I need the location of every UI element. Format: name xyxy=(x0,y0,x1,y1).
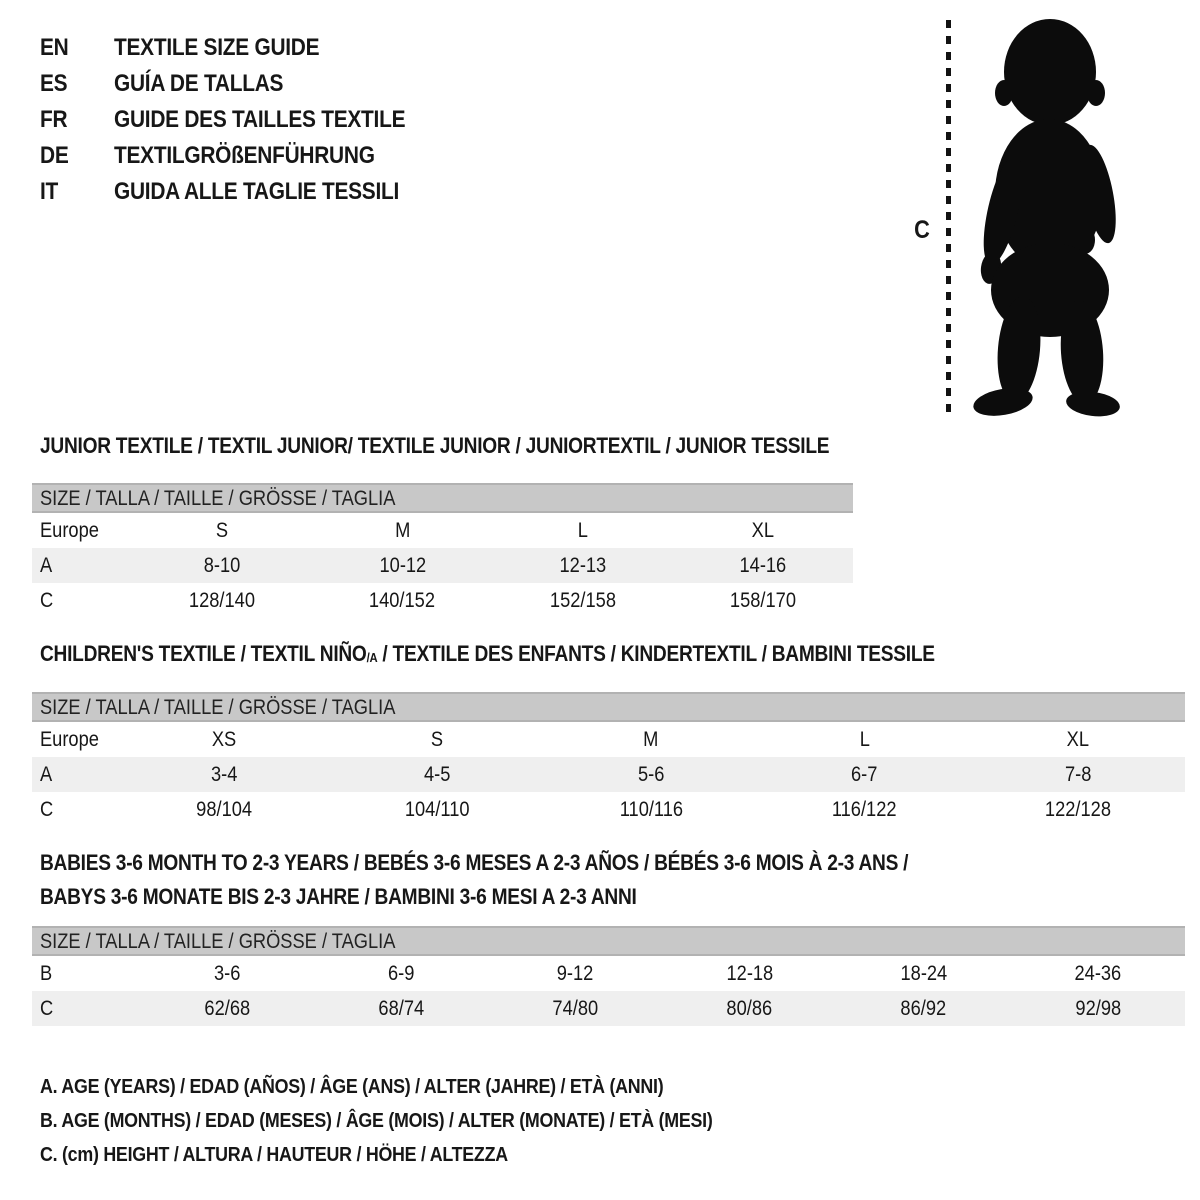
footnote-age-months: B. AGE (MONTHS) / EDAD (MESES) / ÂGE (MOIS) / ALTER (MONATE) / ETÀ (MESI) xyxy=(40,1109,713,1132)
lang-code: DE xyxy=(40,142,69,169)
size-cell: XS xyxy=(211,727,236,751)
height-cell: 152/158 xyxy=(549,588,616,612)
height-cell: 80/86 xyxy=(726,996,773,1020)
height-cell: 68/74 xyxy=(378,996,425,1020)
age-cell: 4-5 xyxy=(424,762,451,786)
months-cell: 24-36 xyxy=(1074,961,1122,985)
height-cell: 104/110 xyxy=(405,797,470,821)
months-cell: 9-12 xyxy=(557,961,594,985)
size-cell: L xyxy=(859,727,870,751)
lang-title: TEXTILE SIZE GUIDE xyxy=(114,34,320,61)
height-dashed-line-icon xyxy=(946,20,951,417)
size-header-bar: SIZE / TALLA / TAILLE / GRÖSSE / TAGLIA xyxy=(32,692,1185,722)
children-row-europe xyxy=(32,722,1185,757)
row-label: C xyxy=(40,797,54,821)
height-cell: 62/68 xyxy=(204,996,250,1020)
size-cell: S xyxy=(431,727,444,751)
age-cell: 8-10 xyxy=(203,553,241,577)
months-cell: 18-24 xyxy=(900,961,948,985)
lang-title: GUIDE DES TAILLES TEXTILE xyxy=(114,106,406,133)
size-cell: XL xyxy=(1066,727,1090,751)
height-cell: 158/170 xyxy=(729,588,796,612)
height-marker-label: C xyxy=(914,216,930,244)
lang-title: GUÍA DE TALLAS xyxy=(114,70,284,97)
size-cell: S xyxy=(216,518,229,542)
age-cell: 12-13 xyxy=(559,553,606,577)
age-cell: 3-4 xyxy=(210,762,237,786)
months-cell: 6-9 xyxy=(388,961,415,985)
lang-code: ES xyxy=(40,70,68,97)
junior-row-europe xyxy=(32,513,853,548)
height-cell: 128/140 xyxy=(189,588,256,612)
children-section-title: CHILDREN'S TEXTILE / TEXTIL NIÑO/A / TEXTILE DES ENFANTS / KINDERTEXTIL / BAMBINI TESSILE xyxy=(40,641,935,666)
footnote-height-cm: C. (cm) HEIGHT / ALTURA / HAUTEUR / HÖHE / ALTEZZA xyxy=(40,1143,508,1166)
row-label: Europe xyxy=(40,518,99,542)
lang-code: FR xyxy=(40,106,68,133)
babies-size-table xyxy=(32,926,1185,1026)
row-label: A xyxy=(40,762,53,786)
language-header xyxy=(40,30,449,210)
age-cell: 7-8 xyxy=(1064,762,1092,786)
age-cell: 10-12 xyxy=(379,553,426,577)
footnote-age-years: A. AGE (YEARS) / EDAD (AÑOS) / ÂGE (ANS) / ALTER (JAHRE) / ETÀ (ANNI) xyxy=(40,1075,664,1098)
size-header-bar: SIZE / TALLA / TAILLE / GRÖSSE / TAGLIA xyxy=(32,926,1185,956)
row-label: C xyxy=(40,996,54,1020)
babies-section-title-line1: BABIES 3-6 MONTH TO 2-3 YEARS / BEBÉS 3-6 MESES A 2-3 AÑOS / BÉBÉS 3-6 MOIS À 2-3 ANS / xyxy=(40,850,909,875)
lang-row-it xyxy=(40,174,449,210)
toddler-silhouette-icon xyxy=(953,12,1153,417)
lang-code: IT xyxy=(40,178,59,205)
height-cell: 92/98 xyxy=(1075,996,1121,1020)
age-cell: 6-7 xyxy=(851,762,878,786)
junior-row-height xyxy=(32,583,853,618)
height-cell: 140/152 xyxy=(369,588,436,612)
row-label: Europe xyxy=(40,727,99,751)
children-row-height xyxy=(32,792,1185,827)
size-cell: M xyxy=(394,518,410,542)
size-header-bar: SIZE / TALLA / TAILLE / GRÖSSE / TAGLIA xyxy=(32,483,853,513)
height-cell: 74/80 xyxy=(552,996,599,1020)
size-cell: M xyxy=(643,727,659,751)
lang-code: EN xyxy=(40,34,69,61)
size-cell: XL xyxy=(751,518,775,542)
lang-row-fr xyxy=(40,102,449,138)
size-cell: L xyxy=(577,518,588,542)
junior-size-table xyxy=(32,483,853,618)
lang-row-de xyxy=(40,138,449,174)
junior-row-age xyxy=(32,548,853,583)
row-label: B xyxy=(40,961,53,985)
nino-a-suffix: /A xyxy=(366,650,378,665)
babies-section-title-line2: BABYS 3-6 MONATE BIS 2-3 JAHRE / BAMBINI 3-6 MESI A 2-3 ANNI xyxy=(40,884,637,909)
height-cell: 122/128 xyxy=(1045,797,1112,821)
lang-row-en xyxy=(40,30,449,66)
babies-row-months xyxy=(32,956,1185,991)
height-cell: 86/92 xyxy=(900,996,947,1020)
lang-title: GUIDA ALLE TAGLIE TESSILI xyxy=(114,178,400,205)
row-label: C xyxy=(40,588,54,612)
months-cell: 3-6 xyxy=(213,961,241,985)
height-cell: 116/122 xyxy=(832,797,897,821)
age-cell: 14-16 xyxy=(739,553,787,577)
children-size-table xyxy=(32,692,1185,827)
height-cell: 110/116 xyxy=(619,797,683,821)
lang-row-es xyxy=(40,66,449,102)
children-row-age xyxy=(32,757,1185,792)
babies-row-height xyxy=(32,991,1185,1026)
row-label: A xyxy=(40,553,53,577)
junior-section-title: JUNIOR TEXTILE / TEXTIL JUNIOR/ TEXTILE JUNIOR / JUNIORTEXTIL / JUNIOR TESSILE xyxy=(40,433,830,458)
lang-title: TEXTILGRÖßENFÜHRUNG xyxy=(114,142,375,169)
age-cell: 5-6 xyxy=(637,762,665,786)
months-cell: 12-18 xyxy=(726,961,773,985)
height-cell: 98/104 xyxy=(195,797,252,821)
